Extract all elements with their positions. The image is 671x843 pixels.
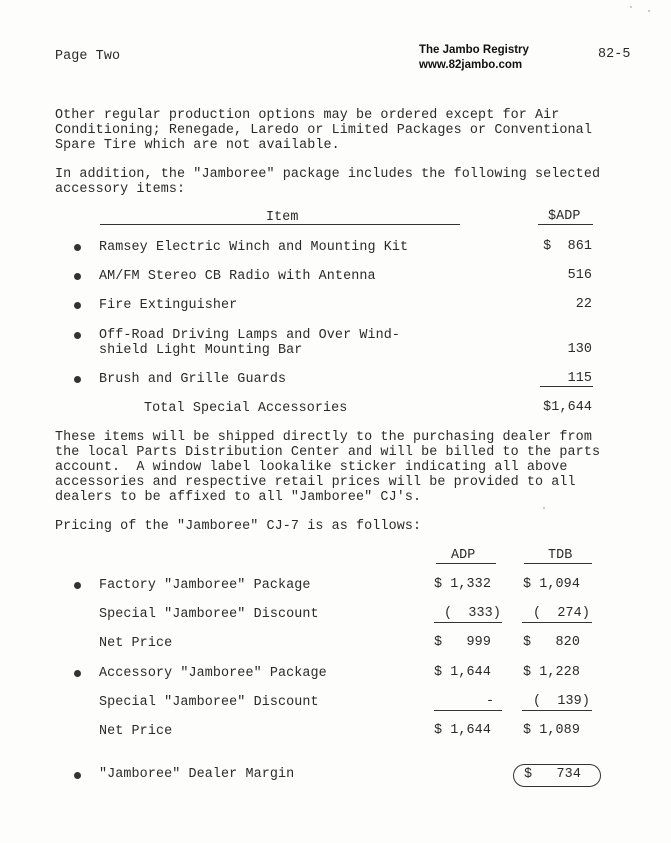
addition-line: In addition, the "Jamboree" package includes the following selected bbox=[55, 167, 601, 182]
pricing-row-label: Accessory "Jamboree" Package bbox=[99, 666, 327, 681]
subtotal-rule bbox=[540, 385, 593, 387]
adp-col-rule bbox=[436, 562, 496, 564]
pricing-row-label: Net Price bbox=[99, 724, 173, 739]
bullet-icon bbox=[74, 302, 81, 309]
addition-line: accessory items: bbox=[55, 182, 186, 197]
watermark-title: The Jambo Registry bbox=[419, 44, 529, 56]
accessory-item-name: Ramsey Electric Winch and Mounting Kit bbox=[99, 240, 409, 255]
bullet-icon bbox=[74, 332, 81, 339]
pricing-row-tdb: $ 1,228 bbox=[523, 665, 580, 680]
tdb-discount-rule bbox=[522, 621, 592, 623]
accessory-item-price: 115 bbox=[567, 371, 592, 386]
pricing-row-adp: ( 333) bbox=[444, 606, 501, 621]
scan-speck bbox=[543, 507, 545, 509]
col-item-header: Item bbox=[266, 210, 299, 225]
pricing-row-label: Special "Jamboree" Discount bbox=[99, 695, 319, 710]
total-label: Total Special Accessories bbox=[144, 401, 348, 416]
shipping-line: These items will be shipped directly to the purchasing dealer from bbox=[55, 430, 592, 445]
accessory-item-price: 516 bbox=[567, 268, 592, 283]
col-tdb-header: TDB bbox=[548, 548, 573, 563]
intro-line: Other regular production options may be ordered except for Air bbox=[55, 108, 560, 123]
accessory-item-name-cont: shield Light Mounting Bar bbox=[99, 343, 303, 358]
dealer-margin-value: $ 734 bbox=[524, 767, 581, 782]
page-label: Page Two bbox=[55, 49, 121, 64]
adp-discount-rule bbox=[434, 621, 502, 623]
pricing-row-adp: $ 999 bbox=[434, 635, 491, 650]
dealer-margin-label: "Jamboree" Dealer Margin bbox=[99, 767, 295, 782]
accessory-item-price: $ 861 bbox=[543, 239, 592, 254]
adp-discount-rule bbox=[434, 709, 502, 711]
total-value: $1,644 bbox=[543, 400, 592, 415]
bullet-icon bbox=[74, 244, 81, 251]
pricing-row-tdb: $ 820 bbox=[523, 635, 580, 650]
pricing-row-tdb: ( 139) bbox=[533, 694, 590, 709]
watermark-url: www.82jambo.com bbox=[419, 59, 523, 71]
accessory-item-name: Fire Extinguisher bbox=[99, 298, 238, 313]
accessory-item-name: Off-Road Driving Lamps and Over Wind- bbox=[99, 328, 401, 343]
pricing-row-adp: $ 1,332 bbox=[434, 577, 491, 592]
pricing-row-label: Net Price bbox=[99, 636, 173, 651]
pricing-row-adp: - bbox=[486, 694, 495, 709]
pricing-row-label: Special "Jamboree" Discount bbox=[99, 607, 319, 622]
intro-line: Conditioning; Renegade, Laredo or Limited Packages or Conventional bbox=[55, 123, 592, 138]
tdb-discount-rule bbox=[522, 709, 592, 711]
pricing-intro: Pricing of the "Jamboree" CJ-7 is as follows: bbox=[55, 519, 422, 534]
bullet-icon bbox=[74, 670, 81, 677]
accessory-item-price: 22 bbox=[575, 297, 592, 312]
pricing-row-label: Factory "Jamboree" Package bbox=[99, 578, 311, 593]
bullet-icon bbox=[74, 273, 81, 280]
pricing-row-tdb: ( 274) bbox=[533, 606, 590, 621]
adp-header-rule bbox=[538, 223, 593, 225]
bullet-icon bbox=[74, 582, 81, 589]
bullet-icon bbox=[74, 772, 81, 779]
accessory-item-name: Brush and Grille Guards bbox=[99, 372, 287, 387]
doc-number: 82-5 bbox=[598, 47, 631, 62]
pricing-row-tdb: $ 1,094 bbox=[523, 577, 580, 592]
col-adp-header: ADP bbox=[451, 548, 476, 563]
shipping-line: account. A window label lookalike sticker indicating all above bbox=[55, 460, 568, 475]
intro-line: Spare Tire which are not available. bbox=[55, 138, 340, 153]
shipping-line: dealers to be affixed to all "Jamboree" CJ's. bbox=[55, 490, 422, 505]
shipping-line: the local Parts Distribution Center and will be billed to the parts bbox=[55, 445, 601, 460]
tdb-col-rule bbox=[524, 562, 592, 564]
pricing-row-adp: $ 1,644 bbox=[434, 665, 491, 680]
accessory-item-name: AM/FM Stereo CB Radio with Antenna bbox=[99, 269, 376, 284]
accessory-item-price: 130 bbox=[567, 342, 592, 357]
pricing-row-adp: $ 1,644 bbox=[434, 723, 491, 738]
pricing-row-tdb: $ 1,089 bbox=[523, 723, 580, 738]
shipping-line: accessories and respective retail prices will be provided to all bbox=[55, 475, 576, 490]
scan-speck bbox=[648, 10, 650, 12]
bullet-icon bbox=[74, 376, 81, 383]
scan-speck bbox=[630, 6, 632, 8]
col-adp-header: $ADP bbox=[548, 209, 581, 224]
